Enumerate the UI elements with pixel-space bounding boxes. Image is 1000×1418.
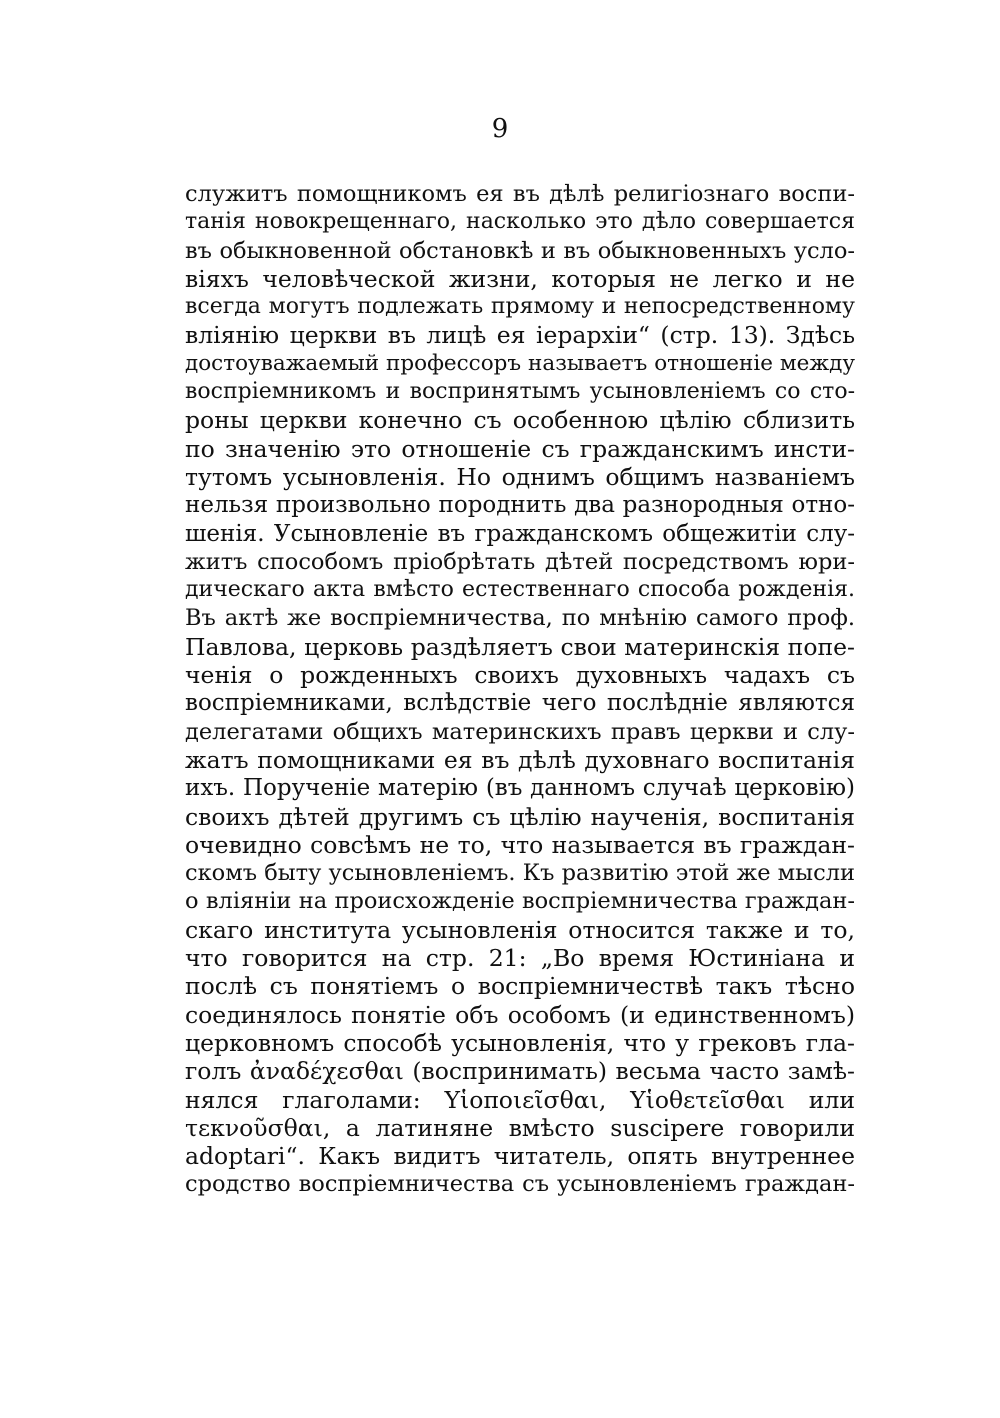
text-line: церковномъ способѣ усыновленiя, что у грековъ гла-	[185, 1028, 855, 1057]
text-line: воспрiемниками, вслѣдствiе чего послѣднiе являются	[185, 690, 855, 717]
text-line: очевидно совсѣмъ не то, что называется въ граждан-	[185, 830, 855, 859]
text-line: ченiя о рожденныхъ своихъ духовныхъ чадахъ съ	[185, 661, 855, 690]
page-number: 9	[491, 114, 509, 144]
text-line: влiянiю церкви въ лицѣ ея iерархiи“ (стр. 13). Здѣсь	[185, 321, 855, 350]
text-line: что говорится на стр. 21: „Во время Юстинiана и	[185, 944, 855, 973]
text-line: по значенiю это отношенiе съ гражданскимъ инсти-	[185, 434, 855, 463]
text-line: о влiянiи на происхожденiе воспрiемничества граждан-	[185, 888, 855, 915]
text-line: житъ способомъ прiобрѣтать дѣтей посредствомъ юри-	[185, 548, 855, 575]
text-line: скаго института усыновленiя относится также и то,	[185, 915, 855, 944]
text-line: adoptari“. Какъ видитъ читатель, опять внутреннее	[185, 1142, 855, 1171]
text-line: служитъ помощникомъ ея въ дѣлѣ религiознаго воспи-	[185, 181, 855, 207]
text-line: тутомъ усыновленiя. Но однимъ общимъ названiемъ	[185, 462, 855, 491]
text-line: голъ ἀναδέχεσθαι (воспринимать) весьма часто замѣ-	[185, 1057, 855, 1086]
text-line: своихъ дѣтей другимъ съ цѣлiю наученiя, воспитанiя	[185, 802, 855, 831]
text-line: Въ актѣ же воспрiемничества, по мнѣнiю самого проф.	[185, 605, 855, 632]
text-line: шенiя. Усыновленiе въ гражданскомъ общежитiи слу-	[185, 520, 855, 547]
text-line: въ обыкновенной обстановкѣ и въ обыкновенныхъ усло-	[185, 237, 855, 264]
text-line: танiя новокрещеннаго, насколько это дѣло совершается	[185, 209, 855, 235]
text-line: дическаго акта вмѣсто естественнаго способа рожденiя.	[185, 577, 855, 603]
text-line: жатъ помощниками ея въ дѣлѣ духовнаго воспитанiя	[185, 745, 855, 774]
body-text	[185, 180, 855, 1199]
text-line: послѣ съ понятiемъ о воспрiемничествѣ такъ тѣсно	[185, 972, 855, 1001]
text-line: всегда могутъ подлежать прямому и непосредственному	[185, 294, 855, 320]
text-line: τεκνοῦσθαι, а латиняне вмѣсто suscipere говорили	[185, 1113, 855, 1142]
text-line: вiяхъ человѣческой жизни, которыя не легко и не	[185, 264, 855, 293]
text-line: соединялось понятiе объ особомъ (и единственномъ)	[185, 1000, 855, 1029]
text-line: воспрiемникомъ и воспринятымъ усыновленiемъ со сто-	[185, 379, 855, 405]
text-line: ихъ. Порученiе матерiю (въ данномъ случаѣ церковiю)	[185, 775, 855, 802]
text-line: нялся глаголами: Υἱοποιεῖσθαι, Υἱοθετεῖσθαι или	[185, 1085, 855, 1114]
text-line: роны церкви конечно съ особенною цѣлiю сблизить	[185, 406, 855, 435]
text-line: сродство воспрiемничества съ усыновленiемъ граждан-	[185, 1171, 855, 1198]
text-line: достоуважаемый профессоръ называетъ отношенiе между	[185, 350, 855, 376]
text-line: Павлова, церковь раздѣляетъ свои материнскiя попе-	[185, 632, 855, 661]
text-line: делегатами общихъ материнскихъ правъ церкви и слу-	[185, 718, 855, 745]
text-line: скомъ быту усыновленiемъ. Къ развитiю этой же мысли	[185, 860, 855, 887]
text-line: нельзя произвольно породнить два разнородныя отно-	[185, 492, 855, 519]
